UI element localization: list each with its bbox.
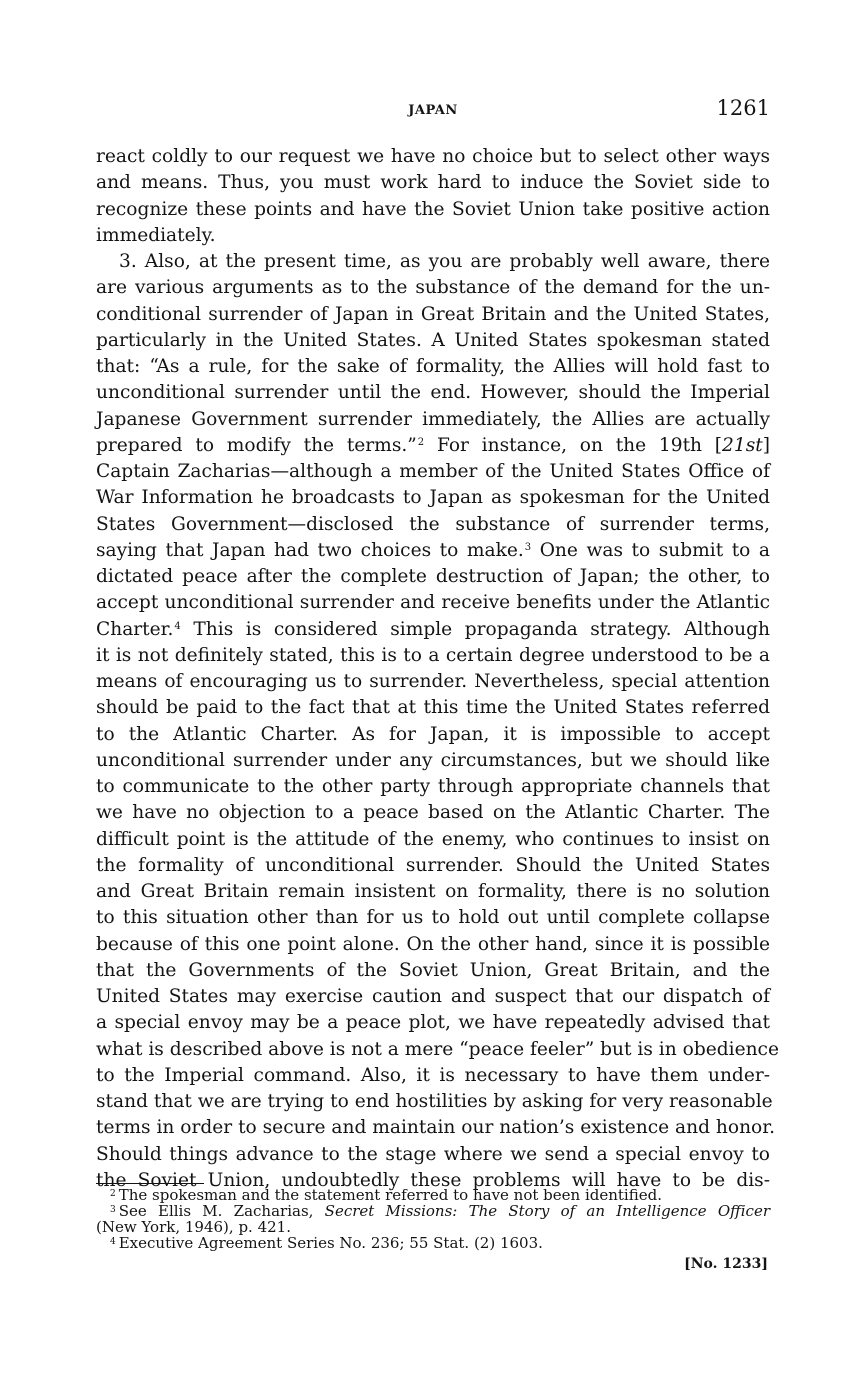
text-line: terms in order to secure and maintain our nation’s existence and honor. — [96, 1117, 775, 1139]
text-line: United States may exercise caution and suspect that our dispatch of — [96, 986, 770, 1007]
footnote-ref-4: 4 — [174, 620, 181, 632]
footnote-2 — [96, 1187, 770, 1203]
text-line-with-footnote-3 — [96, 538, 770, 564]
running-head — [96, 96, 770, 126]
text-line: to communicate to the other party through appropriate channels that — [96, 776, 770, 797]
text-line: that: “As a rule, for the sake of formality, the Allies will hold fast to — [96, 356, 770, 377]
text-line: stand that we are trying to end hostilities by asking for very reasonable — [96, 1091, 773, 1112]
text-segment: prepared to modify the terms.” — [96, 434, 417, 456]
text-line: that the Governments of the Soviet Union, Great Britain, and the — [96, 959, 770, 981]
footnote-3-continued: (New York, 1946), p. 421. — [96, 1218, 291, 1236]
text-segment: One was to submit to a — [539, 539, 770, 561]
footnote-book-title: Secret Missions: The Story of an Intelligence Officer — [324, 1202, 770, 1220]
footnote-4 — [96, 1235, 770, 1251]
text-line: War Information he broadcasts to Japan as spokesman for the United — [96, 487, 770, 509]
footnote-text: The spokesman and the statement referred to have not been identified. — [118, 1186, 662, 1204]
text-line: unconditional surrender until the end. However, should the Imperial — [96, 382, 770, 404]
text-line: means of encouraging us to surrender. Nevertheless, special attention — [96, 671, 770, 692]
text-segment: This is considered simple propaganda strategy. Although — [193, 618, 770, 640]
text-segment-italic: 21st — [722, 434, 763, 456]
text-line: to the Atlantic Charter. As for Japan, it is impossible to accept — [96, 723, 770, 745]
text-line: to this situation other than for us to hold out until complete collapse — [96, 907, 770, 929]
text-line: and Great Britain remain insistent on formality, there is no solution — [96, 881, 770, 902]
text-line: dictated peace after the complete destruction of Japan; the other, to — [96, 566, 770, 587]
text-segment: Charter. — [96, 618, 174, 640]
footnote-number: 4 — [110, 1237, 116, 1247]
running-head-title: JAPAN — [408, 103, 458, 118]
text-line: Japanese Government surrender immediately, the Allies are actually — [96, 408, 770, 430]
text-line: should be paid to the fact that at this time the United States referred — [96, 697, 770, 719]
text-segment: For instance, on the 19th [ — [436, 434, 723, 456]
footnote-ref-3: 3 — [524, 541, 532, 553]
text-line: we have no objection to a peace based on the Atlantic Charter. The — [96, 802, 770, 824]
text-line: Captain Zacharias—although a member of the United States Office of — [96, 461, 770, 482]
footnotes — [96, 1187, 770, 1251]
text-line: States Government—disclosed the substance of surrender terms, — [96, 513, 770, 535]
text-line: what is described above is not a mere “peace feeler” but is in obedience — [96, 1038, 779, 1060]
document-number: [No. 1233] — [684, 1256, 768, 1272]
page-number: 1261 — [716, 96, 770, 120]
text-line: to the Imperial command. Also, it is necessary to have them under- — [96, 1064, 770, 1086]
text-line: because of this one point alone. On the other hand, since it is possible — [96, 933, 770, 955]
footnote-ref-2: 2 — [417, 436, 425, 448]
footnote-number: 3 — [110, 1205, 116, 1215]
footnote-text: Executive Agreement Series No. 236; 55 Stat. (2) 1603. — [118, 1234, 543, 1252]
text-line: accept unconditional surrender and receive benefits under the Atlantic — [96, 592, 770, 614]
body-text — [96, 144, 779, 1194]
text-line: the Soviet Union, undoubtedly these problems will have to be dis- — [96, 1169, 770, 1191]
text-segment: ] — [762, 434, 770, 456]
text-line: the formality of unconditional surrender. Should the United States — [96, 854, 770, 876]
footnote-3 — [96, 1203, 770, 1219]
text-line: immediately. — [96, 224, 216, 246]
text-line: Should things advance to the stage where we send a special envoy to — [96, 1143, 770, 1165]
text-line: conditional surrender of Japan in Great Britain and the United States, — [96, 303, 770, 325]
footnote-text: See Ellis M. Zacharias, — [118, 1202, 314, 1220]
text-segment: saying that Japan had two choices to make. — [96, 539, 524, 561]
text-line: unconditional surrender under any circumstances, but we should like — [96, 749, 770, 771]
text-line: are various arguments as to the substance of the demand for the un- — [96, 277, 770, 299]
text-line: difficult point is the attitude of the enemy, who continues to insist on — [96, 828, 770, 850]
text-line: recognize these points and have the Soviet Union take positive action — [96, 198, 770, 220]
paragraph-3-start: 3. Also, at the present time, as you are probably well aware, there — [119, 251, 770, 272]
text-line: it is not definitely stated, this is to a certain degree understood to be a — [96, 644, 770, 666]
text-line: and means. Thus, you must work hard to induce the Soviet side to — [96, 172, 770, 194]
text-line: react coldly to our request we have no choice but to select other ways — [96, 146, 770, 167]
text-line-with-footnote-4 — [96, 617, 770, 643]
text-line-with-footnote-2 — [96, 433, 770, 459]
text-line: a special envoy may be a peace plot, we have repeatedly advised that — [96, 1012, 770, 1034]
footnote-divider — [96, 1183, 204, 1184]
text-line: particularly in the United States. A United States spokesman stated — [96, 329, 770, 351]
footnote-number: 2 — [110, 1189, 116, 1199]
